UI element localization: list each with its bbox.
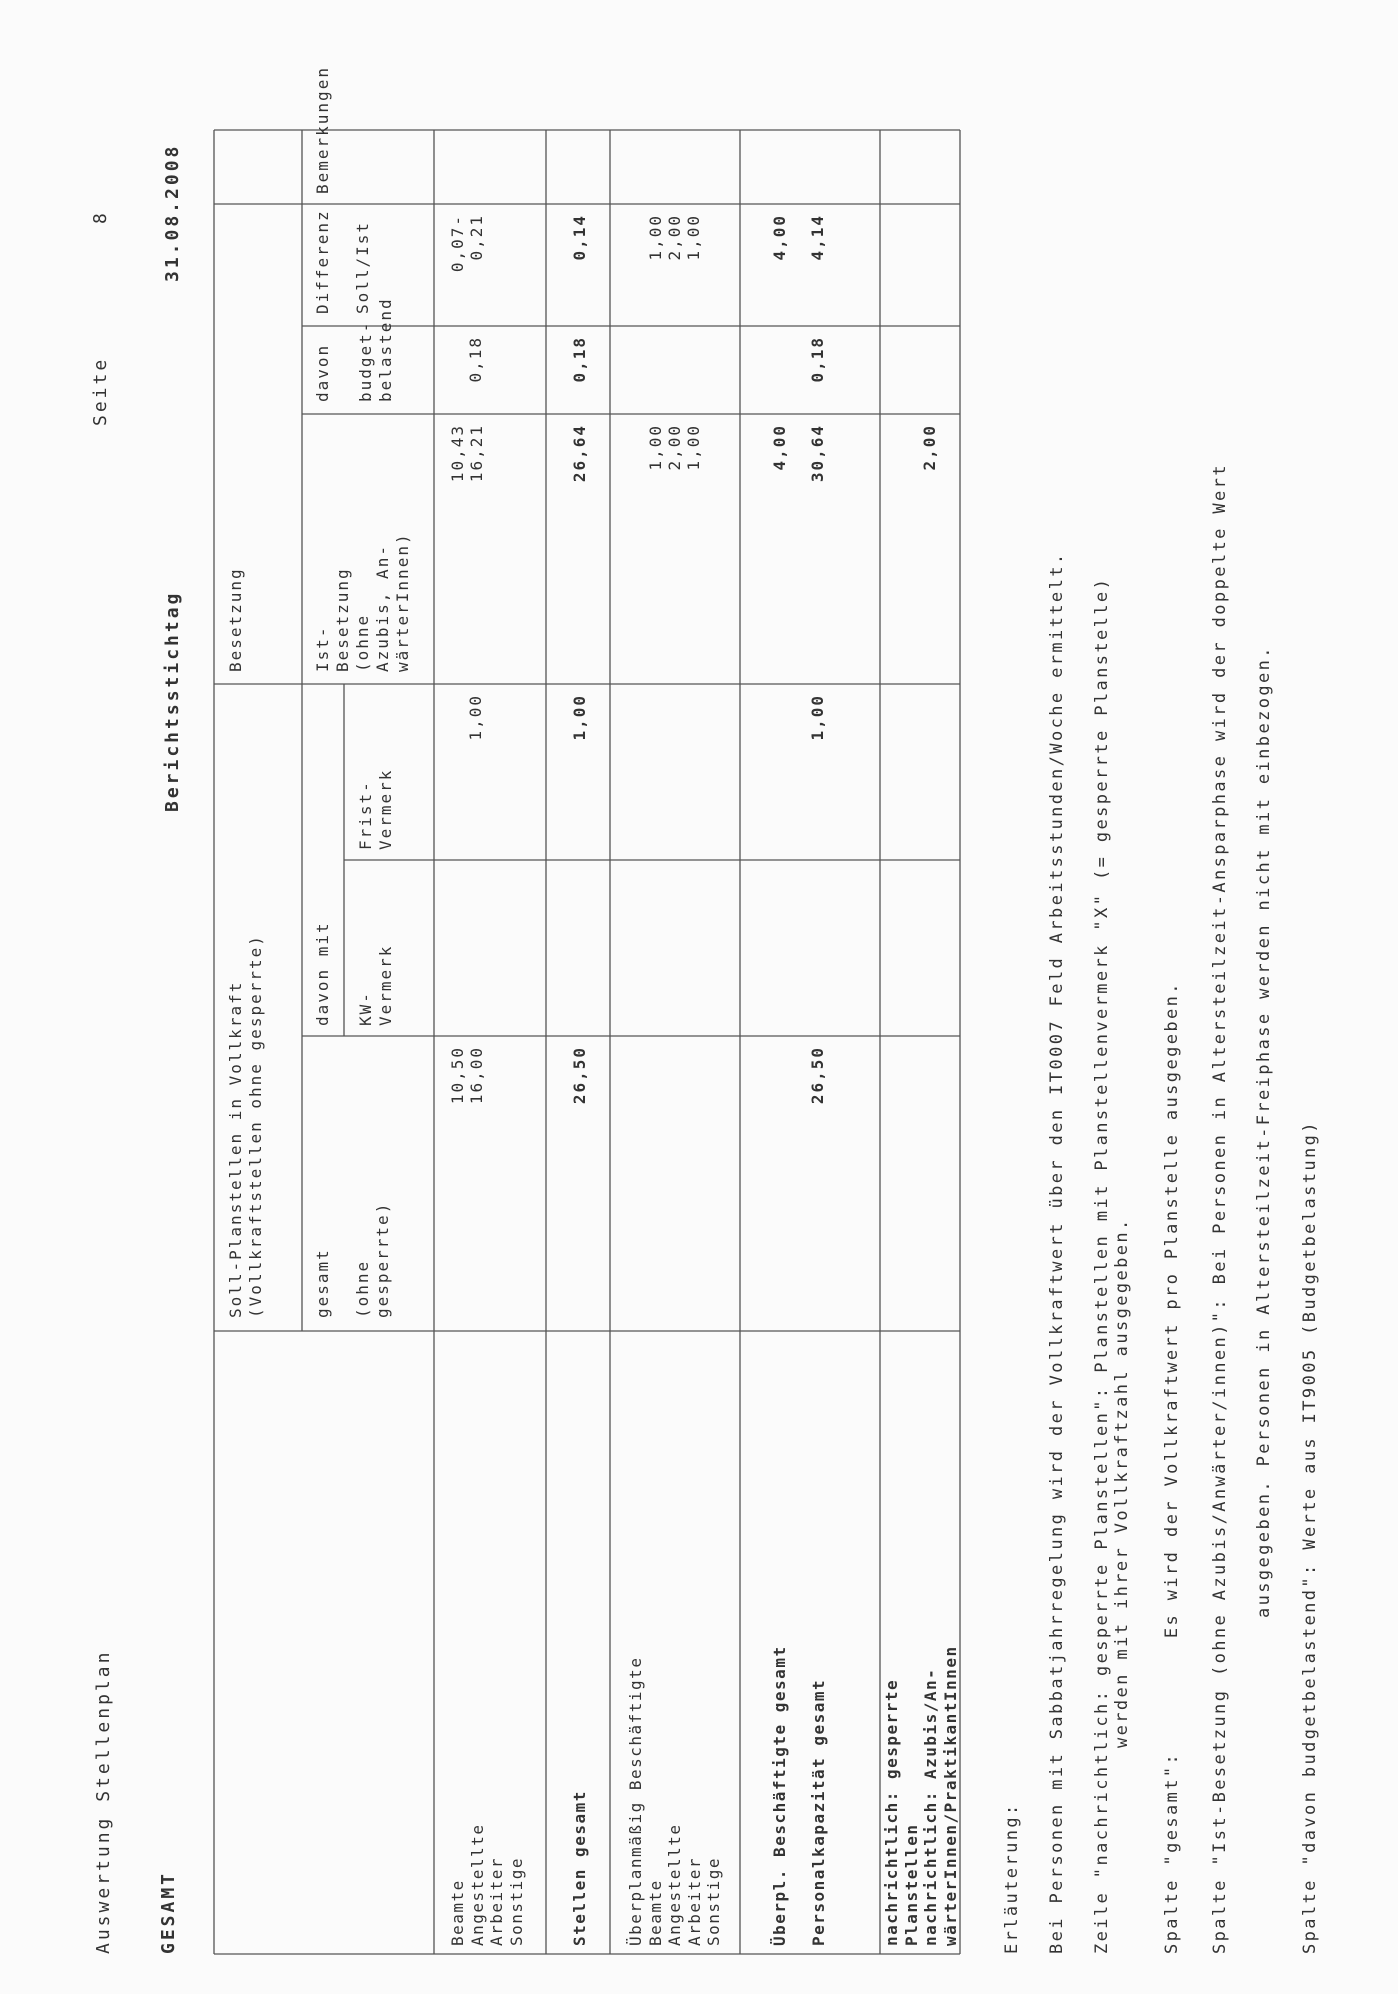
cell-budget: 0,18 <box>466 336 485 383</box>
note-line-2: Zeile "nachrichtlich: gesperrte Planstellen": Planstellen mit Planstellenvermerk "X" (= gesperrte Planstelle) <box>1092 576 1112 1954</box>
cell-differenz: 0,07- 0,21 <box>448 214 486 273</box>
cell-gesamt: 26,50 <box>808 1046 827 1105</box>
col-header-ist: Ist- Besetzung (ohne Azubis, An- wärterInnen) <box>313 532 412 672</box>
cell-differenz: 0,14 <box>570 214 589 261</box>
soll-davon-header: davon mit <box>313 921 332 1026</box>
besetzung-group-header: Besetzung <box>226 567 245 672</box>
page-number: 8 <box>90 210 111 224</box>
col-header-bemerkungen: Bemerkungen <box>313 66 332 194</box>
note-line-7: Spalte "davon budgetbelastend": Werte aus IT9005 (Budgetbelastung) <box>1300 1120 1320 1954</box>
note-line-5: Spalte "Ist-Besetzung (ohne Azubis/Anwärter/innen)": Bei Personen in Altersteilzeit-Ansparphase wird der doppelte Wert <box>1210 463 1230 1954</box>
cell-ist: 4,00 30,64 <box>770 424 827 483</box>
note-line-3: werden mit ihrer Vollkraftzahl ausgegeben. <box>1112 1217 1132 1748</box>
report-date: 31.08.2008 <box>162 143 183 282</box>
row-label-nachrichtlich: nachrichtlich: gesperrte Planstellen nachrichtlich: Azubis/An- wärterInnen/PraktikantInnen <box>882 1645 960 1946</box>
cell-frist: 1,00 <box>808 694 827 741</box>
cell-ist: 10,43 16,21 <box>448 424 486 483</box>
cell-frist: 1,00 <box>570 694 589 741</box>
report-subtitle: GESAMT <box>158 1870 179 1954</box>
col-header-budget: budget- belastend <box>356 297 395 402</box>
col-header-gesamt: gesamt (ohne gesperrte) <box>313 1201 392 1318</box>
col-header-frist: Frist- Vermerk <box>356 768 395 850</box>
notes-heading: Erläuterung: <box>1002 1802 1022 1954</box>
cell-budget: 0,18 <box>570 336 589 383</box>
soll-group-header: Soll-Planstellen in Vollkraft (Vollkraftstellen ohne gesperrte) <box>226 934 265 1318</box>
cell-differenz: 4,00 4,14 <box>770 214 827 261</box>
page-label: Seite <box>90 356 111 426</box>
note-line-4: Spalte "gesamt": Es wird der Vollkraftwert pro Planstelle ausgegeben. <box>1162 981 1182 1954</box>
cell-frist: 1,00 <box>466 694 485 741</box>
besetzung-davon-header: davon <box>313 343 332 402</box>
cell-ist: 1,00 2,00 1,00 <box>646 424 703 471</box>
report-title: Auswertung Stellenplan <box>93 1649 114 1954</box>
cell-gesamt: 10,50 16,00 <box>448 1046 486 1105</box>
row-label-stellen-gesamt: Stellen gesamt <box>570 1790 589 1946</box>
report-date-label: Berichtsstichtag <box>162 590 183 812</box>
cell-differenz: 1,00 2,00 1,00 <box>646 214 703 261</box>
row-label-personnel: Beamte Angestellte Arbeiter Sonstige <box>448 1823 526 1946</box>
col-header-kw: KW- Vermerk <box>356 944 395 1026</box>
note-line-1: Bei Personen mit Sabbatjahrregelung wird der Vollkraftwert über den IT0007 Feld Arbeitsstunden/Woche ermittelt. <box>1047 551 1067 1954</box>
row-label-ueberpl-personalkapazitaet: Überpl. Beschäftigte gesamt Personalkapazität gesamt <box>770 1645 828 1946</box>
cell-budget: 0,18 <box>808 336 827 383</box>
note-line-6: ausgegeben. Personen in Altersteilzeit-Freiphase werden nicht mit einbezogen. <box>1254 645 1274 1618</box>
cell-gesamt: 26,50 <box>570 1046 589 1105</box>
cell-ist: 26,64 <box>570 424 589 483</box>
row-label-ueberplanmaessig: Überplanmäßig Beschäftigte Beamte Angestellte Arbeiter Sonstige <box>626 1656 723 1946</box>
cell-ist: 2,00 <box>920 424 939 471</box>
col-header-differenz: Differenz Soll/Ist <box>313 209 372 314</box>
